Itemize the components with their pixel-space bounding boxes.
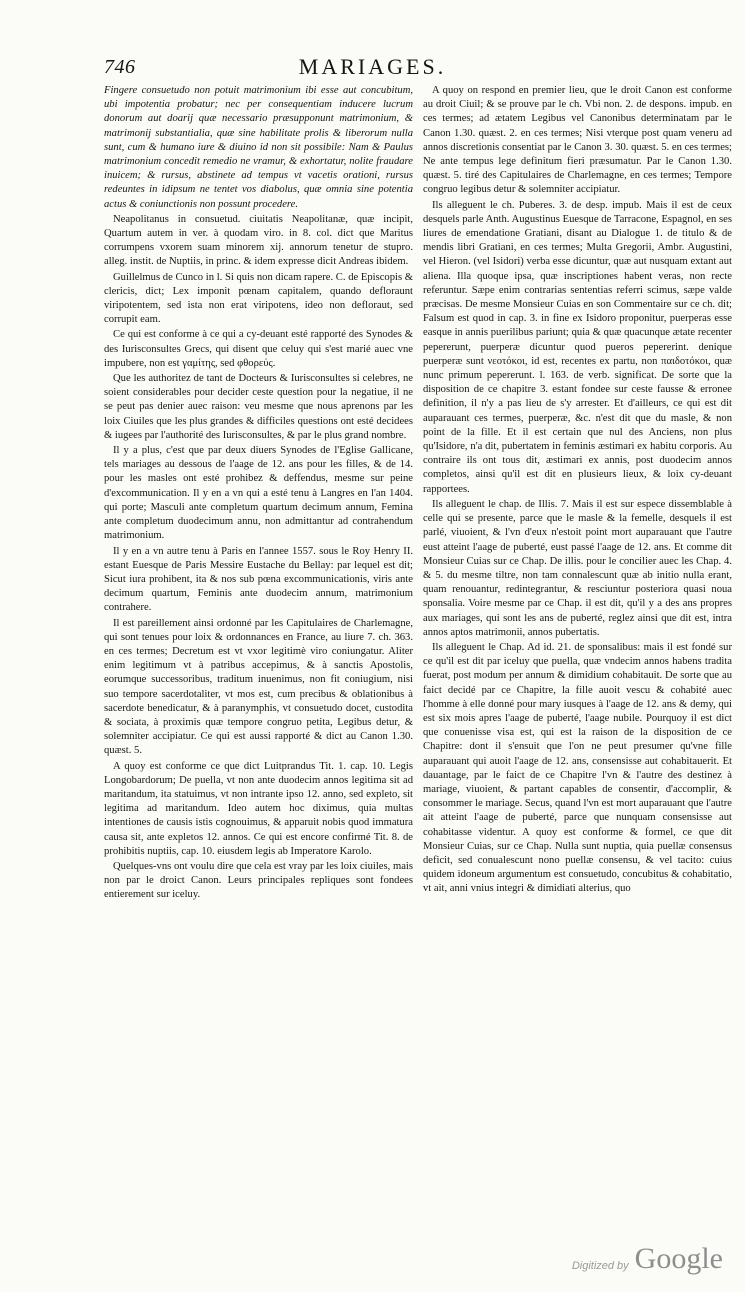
digitized-by-label: Digitized by [571,1260,629,1272]
paragraph: Fingere consuetudo non potuit matrimonium ibi esse aut concubitum, ubi impotentia probatur; nec per consequentiam inducere lucrum donorum aut doarij quæ necessario præsupponunt matrimonium, & matrimonij substantialia, quæ sine habilitate prolis & liberorum nulla sunt, cum & humano iure & diuino id non sit possibile: Nam & Paulus matrimonium concedit remedio ne vramur, & exhortatur, nolite fraudare inuicem; & rursus, abstinete ad tempus vt vacetis orationi, rursus redeuntes in idipsum ne tentet vos diabolus, quæ omnia sine potentia actus & coniunctionis non possunt procedere. [104,85,413,210]
paragraph: Il y a plus, c'est que par deux diuers Synodes de l'Eglise Gallicane, tels mariages au dessous de l'aage de 12. ans pour les filles, & de 14. pour les masles ont esté prohibez & deffendus, mesme sur peine d'excommunication. Il y en a vn qui a esté tenu à Langres en l'an 1404. qui porte; Masculi ante completum quartum decimum annum, Femina ante completum duodecimum annu, non admittantur ad contrahendum matrimonium. [104,445,413,542]
paragraph: Ils alleguent le ch. Puberes. 3. de desp. impub. Mais il est de ceux desquels parle Anth. Augustinus Euesque de Tarracone, Espagnol, en ses liures de emendatione Gratiani, disant au Dialogue 1. de titulo & de mendis libri Gratiani, en ces termes; Multa Gregorii, Ambr. Augustini, vel Hieron. (vel Isidori) verba esse dicuntur, quæ aut nusquam extant aut aliena. Illa quoque ipsa, quæ inscriptiones habent veras, non recte referuntur. Sæpe enim contrarias sententias referri scimus, sæpe valde præcisas. De mesme Monsieur Cuias en son Commentaire sur ce ch. dit; Falsum est quod in cap. 3. in fine ex Isidoro proponitur, puerperas esse easque in annis puerilibus pariunt; quia & quæ quacunque ætate recenter pepererunt, puerperæ dicuntur quod pueros pepererint. denique puerperæ sunt νεοτόκοι, id est, recentes ex partu, non παιδοτόκοι, quæ nunc primum pepererunt. l. 163. de verb. significat. De sorte que la disposition de ce chapitre 3. estant fondee sur ceste fausse & erronee definition, il n'y a pas lieu de s'y arrester. Et d'ailleurs, ce qui est dit auparauant ces termes, puerperæ, &c. n'est dit que du masle, & non point de la fille. Et il est certain que nul des Anciens, non plus qu'Isidore, n'a dit, pubertatem in feminis æstimari ex habitu corporis. Au contraire ils ont tous dit, æstimari ex annis, post duodecim annos completos, ainsi qu'il est dit en plusieurs lieux, & loix cy-deuant rapportees. [423,199,732,495]
paragraph: Guillelmus de Cunco in l. Si quis non dicam rapere. C. de Episcopis & clericis, dict; Lex imponit pœnam capitalem, quando defloraunt viripotentem, sed ista non erat viripotens, ideo non defloraut, sed corrupit eam. [104,271,413,326]
paragraph: Il est pareillement ainsi ordonné par les Capitulaires de Charlemagne, qui sont tenues pour loix & ordonnances en France, au liure 7. ch. 363. en ces termes; Decretum est vt vxor legitimè viro coniungatur. Aliter enim legitimum vt à patribus accepimus, & à sanctis Apostolis, eorumque successoribus, traditum inuenimus, non fit coniugium, nisi suo tempore sacerdotaliter, vt mos est, cum precibus & oblationibus à sacerdote benedicatur, & à paranymphis, vt consuetudo docet, custodita & sociata, à proximis quæ tempore congruo petita, Legibus detur, & solemniter accipiatur. Ce qui est aussi rapporté & dict au Canon 1.30. quæst. 5. [104,617,413,757]
paragraph: Que les authoritez de tant de Docteurs & Iurisconsultes si celebres, ne soient considerables pour decider ceste question pour la negatiue, il ne se peut pas denier auec raison: veu mesme que nous aprenons par les loix Ciuiles que les plus grandes & difficiles questions ont esté decidees & iugees par l'authorité des Iurisconsultes, & par le plus grand nombre. [104,373,413,441]
page-number: 746 [104,56,136,78]
paragraph: Ils alleguent le Chap. Ad id. 21. de sponsalibus: mais il est fondé sur ce qu'il est dit par iceluy que puella, quæ vndecim annos habens tradita fuerat, post modum per annum & dimidium cohabitauit. De sorte que au faict decidé par ce Chapitre, la fille auoit vescu & cohabité auec l'homme à elle donné pour mary iusques à l'aage de 12. ans & demy, qui est six mois apres l'aage de puberté, l'aage nubile. Pourquoy il est dict que conuenisse visa est, qui est la raison de la disposition de ce Chapitre: dont il s'ensuit que l'on ne peut presumer qu'vne fille auparauant qui auoit l'aage de 12. ans, consensisse aut cohabitauerit. Et dauantage, par le faict de ce Chapitre l'vn & l'autre des destinez à mariage, viuoient, & partant capables de consentir, d'accomplir, & consommer le mariage. Secus, quand l'vn est mort auparauant que l'autre ait atteint l'aage de puberté, parce que nunquam consensisse aut cohabitasse videntur. A quoy est conforme & formel, ce que dit Monsieur Cuias, sur ce Chap. Nulla sunt nuptia, quia puellæ consensus deficit, sed conualescunt nono puellæ consensu, & vel tacito: cuius quidem idoneum argumentum est consuetudo, concubitus & cohabitatio, vt ait, anni vnius integri & dimidiati alterius, quo [423,641,732,895]
paragraph: A quoy on respond en premier lieu, que le droit Canon est conforme au droit Ciuil; & se prouve par le ch. Vbi non. 2. de despons. impub. en ces termes; ad ætatem Legibus vel Canonibus determinatam par le Canon 1.30. quæst. 2. en ces termes; Nisi vterque post quam veneru ad annos discretionis consentiat par le Canon 3. 30. quæst. 5. en ces termes; Ne ante tempus lege definitum fieri præsumatur. Par le Canon 1.30. quæst. 5. tiré des Capitulaires de Charlemagne, en ces termes; Tempore congruo legibus detur & solemniter accipiatur. [423,85,732,196]
paragraph: Neapolitanus in consuetud. ciuitatis Neapolitanæ, quæ incipit, Quartum autem in ver. à quodam viro. in 8. col. dict que Maritus corrumpens vxorem suam minorem xij. annorum tenetur de stupro. alleg. instit. de Nuptiis, in princ. & idem expresse dicit Andreas ibidem. [104,213,413,268]
paragraph: Il y en a vn autre tenu à Paris en l'annee 1557. sous le Roy Henry II. estant Euesque de Paris Messire Eustache du Bellay: par lequel est dit; Sicut iura prohibent, ita & nos sub pœna excommunicationis, viris ante decimum quartum, Feminis ante duodecim annum, matrimonium contrahere. [104,545,413,614]
google-logo: Google [634,1242,723,1275]
paragraph: Quelques-vns ont voulu dire que cela est vray par les loix ciuiles, mais non par le droict Canon. Leurs principales repliques sont fondees entierement sur iceluy. [104,860,413,901]
paragraph: A quoy est conforme ce que dict Luitprandus Tit. 1. cap. 10. Legis Longobardorum; De puella, vt non ante duodecim annos legitima sit ad maritandum, ita statuimus, vt non intrante ipso 12. anno, sed expleto, sit legitima ad maritandum. Ideo autem hoc diximus, quia multas intentiones de causis istis cognouimus, & apparuit nobis quod immatura causa sit, ante expletos 12. annos. Ce qui est encore confirmé Tit. 8. de prohibitis nuptiis, cap. 10. eiusdem legis ab Imperatore Karolo. [104,760,413,857]
right-text-column [423,84,732,1214]
digitization-watermark [571,1242,723,1275]
paragraph: Ce qui est conforme à ce qui a cy-deuant esté rapporté des Synodes & des Iurisconsultes Grecs, qui disent que celuy qui s'est marié auec vne impubere, non est γαμίτης, sed φθορεύς. [104,329,413,369]
paragraph: Ils alleguent le chap. de Illis. 7. Mais il est sur espece dissemblable à celle qui se presente, parce que le masle & la femelle, desquels il est parlé, viuoient, & l'vn d'eux n'estoit point mort auparauant que l'autre eust atteint l'aage de puberté, eust passé l'aage de 12. ans. Et comme dit Monsieur Cuias sur ce Chap. De illis. pour le concilier auec les Chap. 4. & 5. du mesme tiltre, non tam connalescunt quæ ab initio nulla erant, quam renouantur, redintegrantur, & resciuntur posteriora quasi noua sponsalia. Voire mesme par ce Chap. il est dit, qu'il y a des ans propres aux mariages, qui sont les ans de puberté, reglez ainsi que dit est, intra annos aptos matrimonii, annos pubertatis. [423,498,732,638]
running-title: MARIAGES. [298,54,447,79]
left-text-column [104,84,413,1174]
